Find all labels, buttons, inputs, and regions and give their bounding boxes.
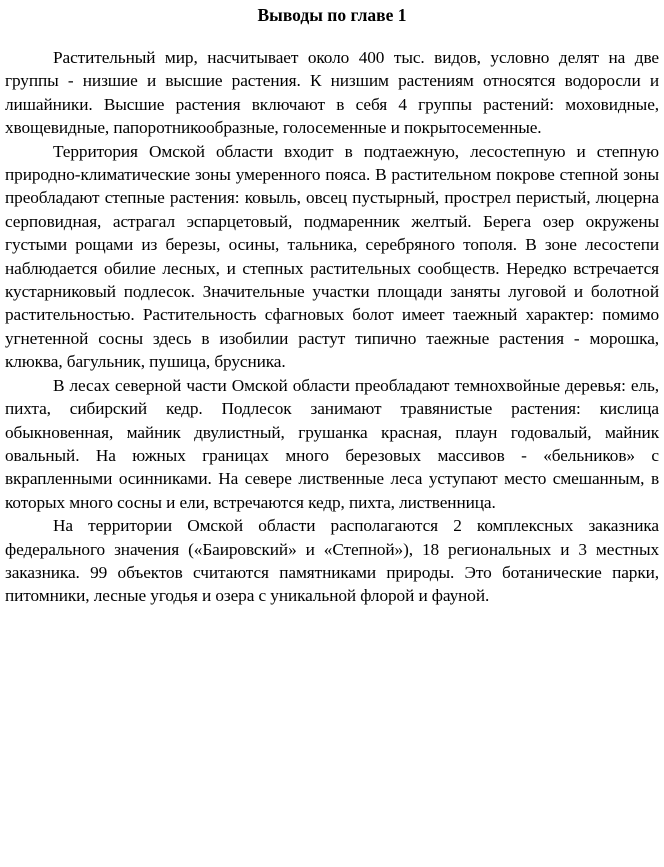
chapter-conclusion-heading: Выводы по главе 1 xyxy=(257,5,407,25)
paragraph-nature-reserves: На территории Омской области располагаются 2 комплексных заказника федерального значения («Баировский» и «Степной»), 18 региональных и 3 местных заказника. 99 объектов считаются памятниками природы. Это ботанические парки, питомники, лесные угодья и озера с уникальной флорой и фауной. xyxy=(5,516,659,606)
paragraph-omsk-territory-zones: Территория Омской области входит в подтаежную, лесостепную и степную природно-климатические зоны умеренного пояса. В растительном покрове степной зоны преобладают степные растения: ковыль, овсец пустырный, прострел перистый, люцерна серповидная, астрагал эспарцетовый, подмаренник желтый. Берега озер окружены густыми рощами из березы, осины, тальника, серебряного тополя. В зоне лесостепи наблюдается обилие лесных, и степных растительных сообществ. Нередко встречается кустарниковый подлесок. Значительные участки площади заняты луговой и болотной растительностью. Растительность сфагновых болот имеет таежный характер: помимо угнетенной сосны здесь в изобилии растут типично таежные растения - морошка, клюква, багульник, пушица, брусника. xyxy=(5,141,659,372)
paragraph-northern-forests: В лесах северной части Омской области преобладают темнохвойные деревья: ель, пихта, сибирский кедр. Подлесок занимают травянистые растения: кислица обыкновенная, майник двулистный, грушанка красная, плаун годовалый, майник овальный. На южных границах много березовых массивов - «бельников» с вкрапленными осинниками. На севере лиственные леса уступают место смешанным, в которых много сосны и ели, встречаются кедр, пихта, лиственница. xyxy=(5,375,659,512)
paragraph-plant-world: Растительный мир, насчитывает около 400 тыс. видов, условно делят на две группы - низшие и высшие растения. К низшим растениям относятся водоросли и лишайники. Высшие растения включают в себя 4 группы растений: моховидные, хвощевидные, папоротникообразные, голосеменные и покрытосеменные. xyxy=(5,48,659,138)
